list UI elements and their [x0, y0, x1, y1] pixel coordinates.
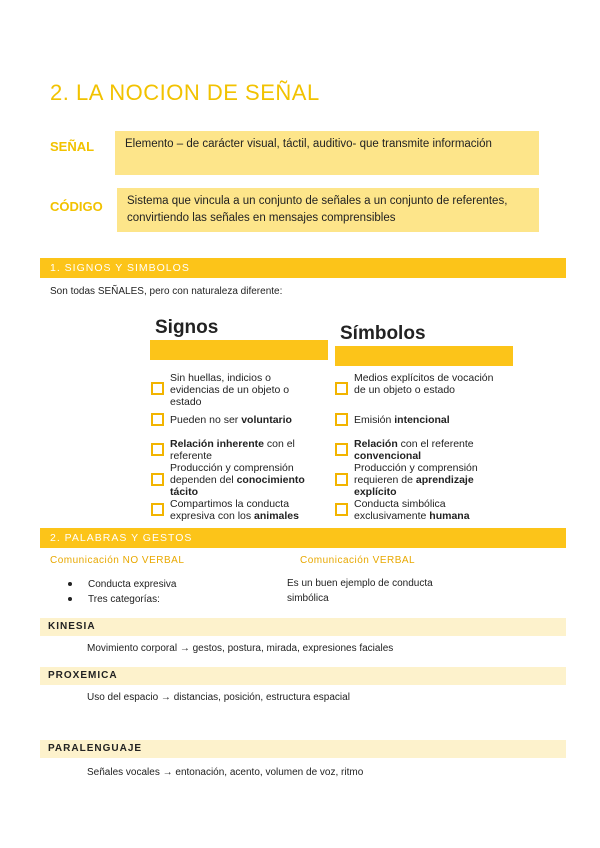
category-paralenguaje-text: Señales vocales → entonación, acento, volumen de voz, ritmo [87, 767, 364, 778]
simbolos-item: Producción y comprensión requieren de aprendizaje explícito [354, 462, 478, 498]
term-senal: SEÑAL [50, 139, 95, 154]
category-proxemica-text: Uso del espacio → distancias, posición, estructura espacial [87, 692, 350, 703]
page-title: 2. LA NOCION DE SEÑAL [50, 80, 320, 105]
label-verbal: Comunicación VERBAL [300, 555, 416, 566]
term-codigo: CÓDIGO [50, 199, 103, 214]
category-kinesia-text: Movimiento corporal → gestos, postura, mirada, expresiones faciales [87, 643, 394, 654]
signos-bar [150, 340, 328, 360]
section1-intro: Son todas SEÑALES, pero con naturaleza diferente: [50, 286, 283, 297]
section-signos-simbolos-header: 1. SIGNOS Y SIMBOLOS [40, 258, 566, 278]
list-item: Conducta expresiva [68, 579, 176, 590]
checkbox[interactable] [335, 503, 348, 516]
definition-senal: Elemento – de carácter visual, táctil, auditivo- que transmite información [115, 131, 539, 175]
signos-heading: Signos [155, 317, 219, 338]
simbolos-item: Conducta simbólica exclusivamente humana [354, 498, 470, 522]
checkbox[interactable] [151, 473, 164, 486]
label-no-verbal: Comunicación NO VERBAL [50, 555, 185, 566]
checkbox[interactable] [151, 503, 164, 516]
checkbox[interactable] [151, 382, 164, 395]
checkbox[interactable] [335, 443, 348, 456]
checkbox[interactable] [151, 413, 164, 426]
checkbox[interactable] [151, 443, 164, 456]
checkbox[interactable] [335, 382, 348, 395]
list-item: Tres categorías: [68, 594, 160, 605]
category-paralenguaje: PARALENGUAJE [40, 740, 566, 758]
signos-item: Pueden no ser voluntario [170, 414, 292, 426]
section-palabras-gestos-header: 2. PALABRAS Y GESTOS [40, 528, 566, 548]
category-kinesia: KINESIA [40, 618, 566, 636]
signos-item: Producción y comprensión dependen del conocimiento tácito [170, 462, 305, 498]
signos-item: Compartimos la conducta expresiva con los animales [170, 498, 299, 522]
simbolos-item: Medios explícitos de vocación de un objeto o estado [354, 372, 494, 396]
signos-item: Sin huellas, indicios o evidencias de un objeto o estado [170, 372, 290, 408]
checkbox[interactable] [335, 413, 348, 426]
simbolos-bar [335, 346, 513, 366]
checkbox[interactable] [335, 473, 348, 486]
definition-codigo: Sistema que vincula a un conjunto de señales a un conjunto de referentes, convirtiendo las señales en mensajes comprensibles [117, 188, 539, 232]
signos-item: Relación inherente con el referente [170, 438, 295, 462]
verbal-description: Es un buen ejemplo de conducta simbólica [287, 578, 433, 604]
simbolos-heading: Símbolos [340, 323, 426, 344]
simbolos-item: Relación con el referente convencional [354, 438, 474, 462]
simbolos-item: Emisión intencional [354, 414, 450, 426]
category-proxemica: PROXEMICA [40, 667, 566, 685]
